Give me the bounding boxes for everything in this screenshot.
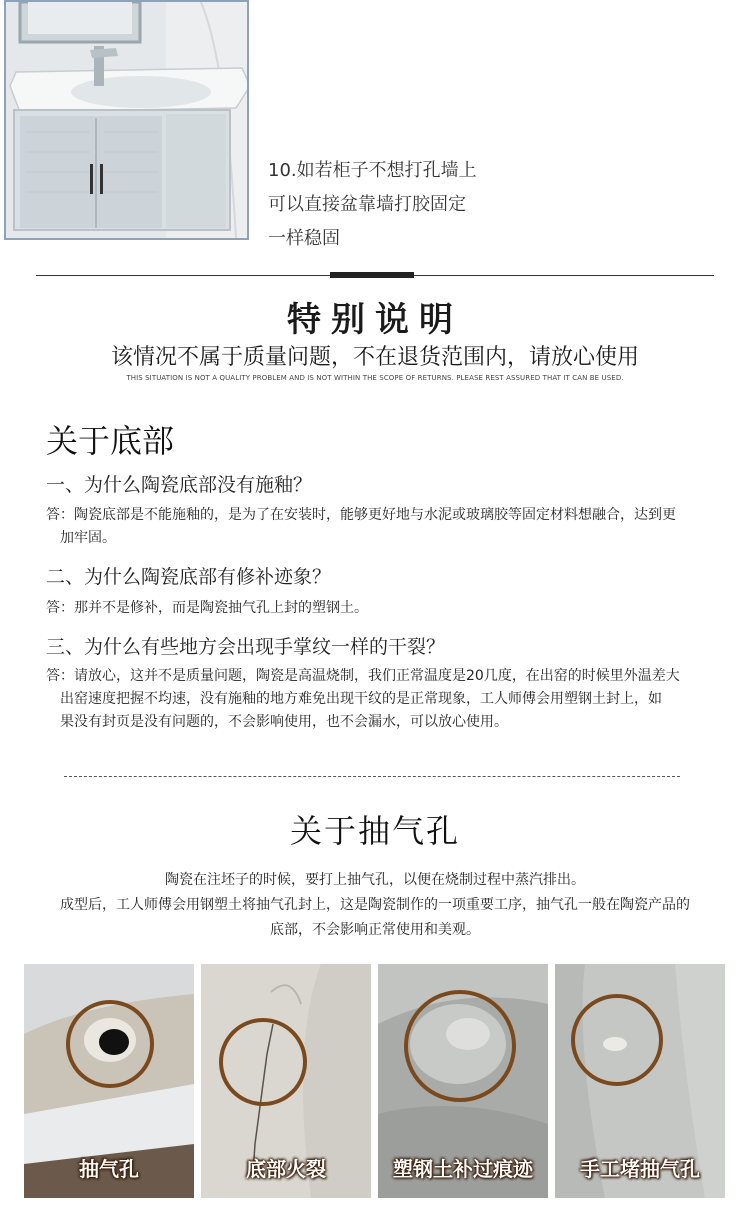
answer-3 [46,665,714,734]
section-divider-bar [330,272,414,278]
vent-section-title: 关于抽气孔 [289,812,460,850]
photo-label-bottom-crack: 底部火裂 [246,1157,326,1181]
answer-3-line-1: 答：请放心，这并不是质量问题，陶瓷是高温烧制，我们正常温度是20几度，在出窑的时候里外温差大 [46,668,680,684]
photo-hand-plugged [555,964,725,1198]
top-note-line-1: 10.如若柜子不想打孔墙上 [268,160,477,181]
photo-label-vent-hole: 抽气孔 [79,1157,139,1181]
photo-bottom-crack [201,964,371,1198]
answer-2 [46,597,714,620]
vent-desc-line-3: 底部，不会影响正常使用和美观。 [270,922,480,938]
answer-2-line-1: 答：那并不是修补，而是陶瓷抽气孔上封的塑钢土。 [46,600,368,616]
dashed-divider [64,776,680,777]
question-3: 三、为什么有些地方会出现手掌纹一样的干裂？ [46,636,446,658]
top-note-line-3: 一样稳固 [268,228,340,249]
vanity-illustration [6,2,247,238]
answer-1-line-1: 答：陶瓷底部是不能施釉的，是为了在安装时，能够更好地与水泥或玻璃胶等固定材料想融合，达到更 [46,507,676,523]
answer-1-line-2: 加牢固。 [60,530,116,546]
question-2: 二、为什么陶瓷底部有修补迹象？ [46,566,332,588]
question-1: 一、为什么陶瓷底部没有施釉？ [46,474,313,496]
vent-desc-line-1: 陶瓷在注坯子的时候，要打上抽气孔，以便在烧制过程中蒸汽排出。 [165,872,585,888]
special-note-title: 特别说明 [287,300,463,340]
vanity-cabinet-photo [4,0,249,240]
bottom-section-title: 关于底部 [46,422,175,460]
special-note-english: THIS SITUATION IS NOT A QUALITY PROBLEM AND IS NOT WITHIN THE SCOPE OF RETURNS. PLEASE REST ASSURED THAT IT CAN BE USED. [126,374,624,382]
answer-3-line-3: 果没有封页是没有问题的，不会影响使用，也不会漏水，可以放心使用。 [60,714,508,730]
special-note-subtitle: 该情况不属于质量问题，不在退货范围内，请放心使用 [110,345,639,370]
answer-3-line-2: 出窑速度把握不均速，没有施釉的地方难免出现干纹的是正常现象，工人师傅会用塑钢土封上，如 [60,691,662,707]
photo-label-hand-plugged: 手工堵抽气孔 [580,1157,700,1181]
top-note-line-2: 可以直接盆靠墙打胶固定 [268,194,466,215]
photo-putty-repair [378,964,548,1198]
photo-vent-hole [24,964,194,1198]
vent-desc-line-2: 成型后，工人师傅会用钢塑土将抽气孔封上，这是陶瓷制作的一项重要工序，抽气孔一般在陶瓷产品的 [60,897,690,913]
answer-1 [46,504,714,550]
photo-label-putty-repair: 塑钢土补过痕迹 [393,1157,533,1181]
